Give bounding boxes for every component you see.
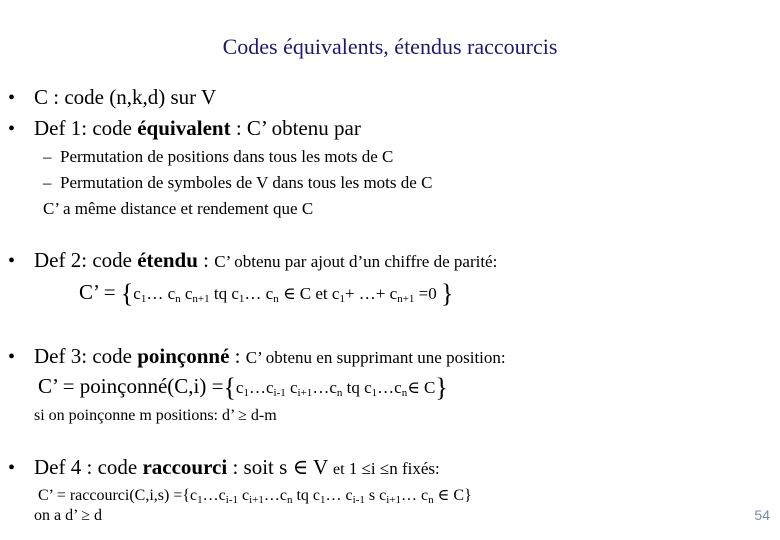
formula-punctured-code: C’ = poinçonné(C,i) $=\{c_1\dots c_{i-1}$ $c_{i+1}\dots c_n$ tq $c_1\dots c_n\in$ C} [38,373,448,402]
def4-suffix: : soit s ∈ V [227,455,334,479]
bullet-marker: • [8,118,16,140]
bullet-marker: • [8,457,16,479]
def4-term: raccourci [142,455,228,479]
def3-colon: : [229,344,246,368]
def1-prefix: Def 1: code [34,116,138,140]
def2-suffix: C’ obtenu par ajout d’un chiffre de parité: [214,252,498,271]
def4-tail: 1 ≤i ≤n fixés: [344,459,440,478]
bullet-def1 [34,116,361,141]
def3-prefix: Def 3: code [34,344,138,368]
bullet-marker: • [8,346,16,368]
sub-item-permutation-symbols [43,173,432,193]
def2-colon: : [197,248,215,272]
bullet-def3 [34,344,506,369]
bullet-def2 [34,248,497,273]
formula-extended-code: C’ = {$c_1\dots$ $c_n$ $c_{n+1}$ tq $c_1\dots$ $c_n$ ∈ C et $c_1+$ …+ $c_{n+1} =0$ } [79,279,454,308]
shortened-note: on a d’ ≥ d [34,507,103,524]
def1-suffix: : C’ obtenu par [230,116,361,140]
def2-term: étendu [137,248,198,272]
open-brace: { [120,279,134,308]
open-brace: { [223,373,236,402]
def3-term: poinçonné [137,344,230,368]
page-number: 54 [754,507,770,523]
formula-shortened-code: C’ = raccourci(C,i,s) $=\{c_1\dots c_{i-1}$ $c_{i+1}\dots c_n$ tq $c_1\dots$ $c_{i-1}$ s $c_{i+1}\dots$ $c_n$ ∈ C} [38,487,472,506]
bullet-code-definition: C : code (n,k,d) sur V [34,85,217,109]
def1-term: équivalent [137,116,231,140]
def3-suffix: C’ obtenu en supprimant une position: [245,348,506,367]
sub-item-text: Permutation de positions dans tous les mots de C [60,147,394,166]
bullet-def4 [34,455,440,480]
slide-title: Codes équivalents, étendus raccourcis [222,34,558,59]
dash-marker: – [43,173,52,192]
close-brace: } [435,373,448,402]
puncture-note: si on poinçonne m positions: d’ ≥ d-m [34,407,277,424]
sub-item-text: Permutation de symboles de V dans tous les mots de C [60,173,433,192]
close-brace: } [441,279,454,308]
bullet-marker: • [8,250,16,272]
dash-marker: – [43,147,52,166]
sub-item-permutation-positions [43,147,393,167]
def2-prefix: Def 2: code [34,248,138,272]
def4-prefix: Def 4 : code [34,455,143,479]
bullet-marker: • [8,87,16,109]
sub-item-distance-note: C’ a même distance et rendement que C [43,199,314,218]
def4-et: et [333,461,345,478]
